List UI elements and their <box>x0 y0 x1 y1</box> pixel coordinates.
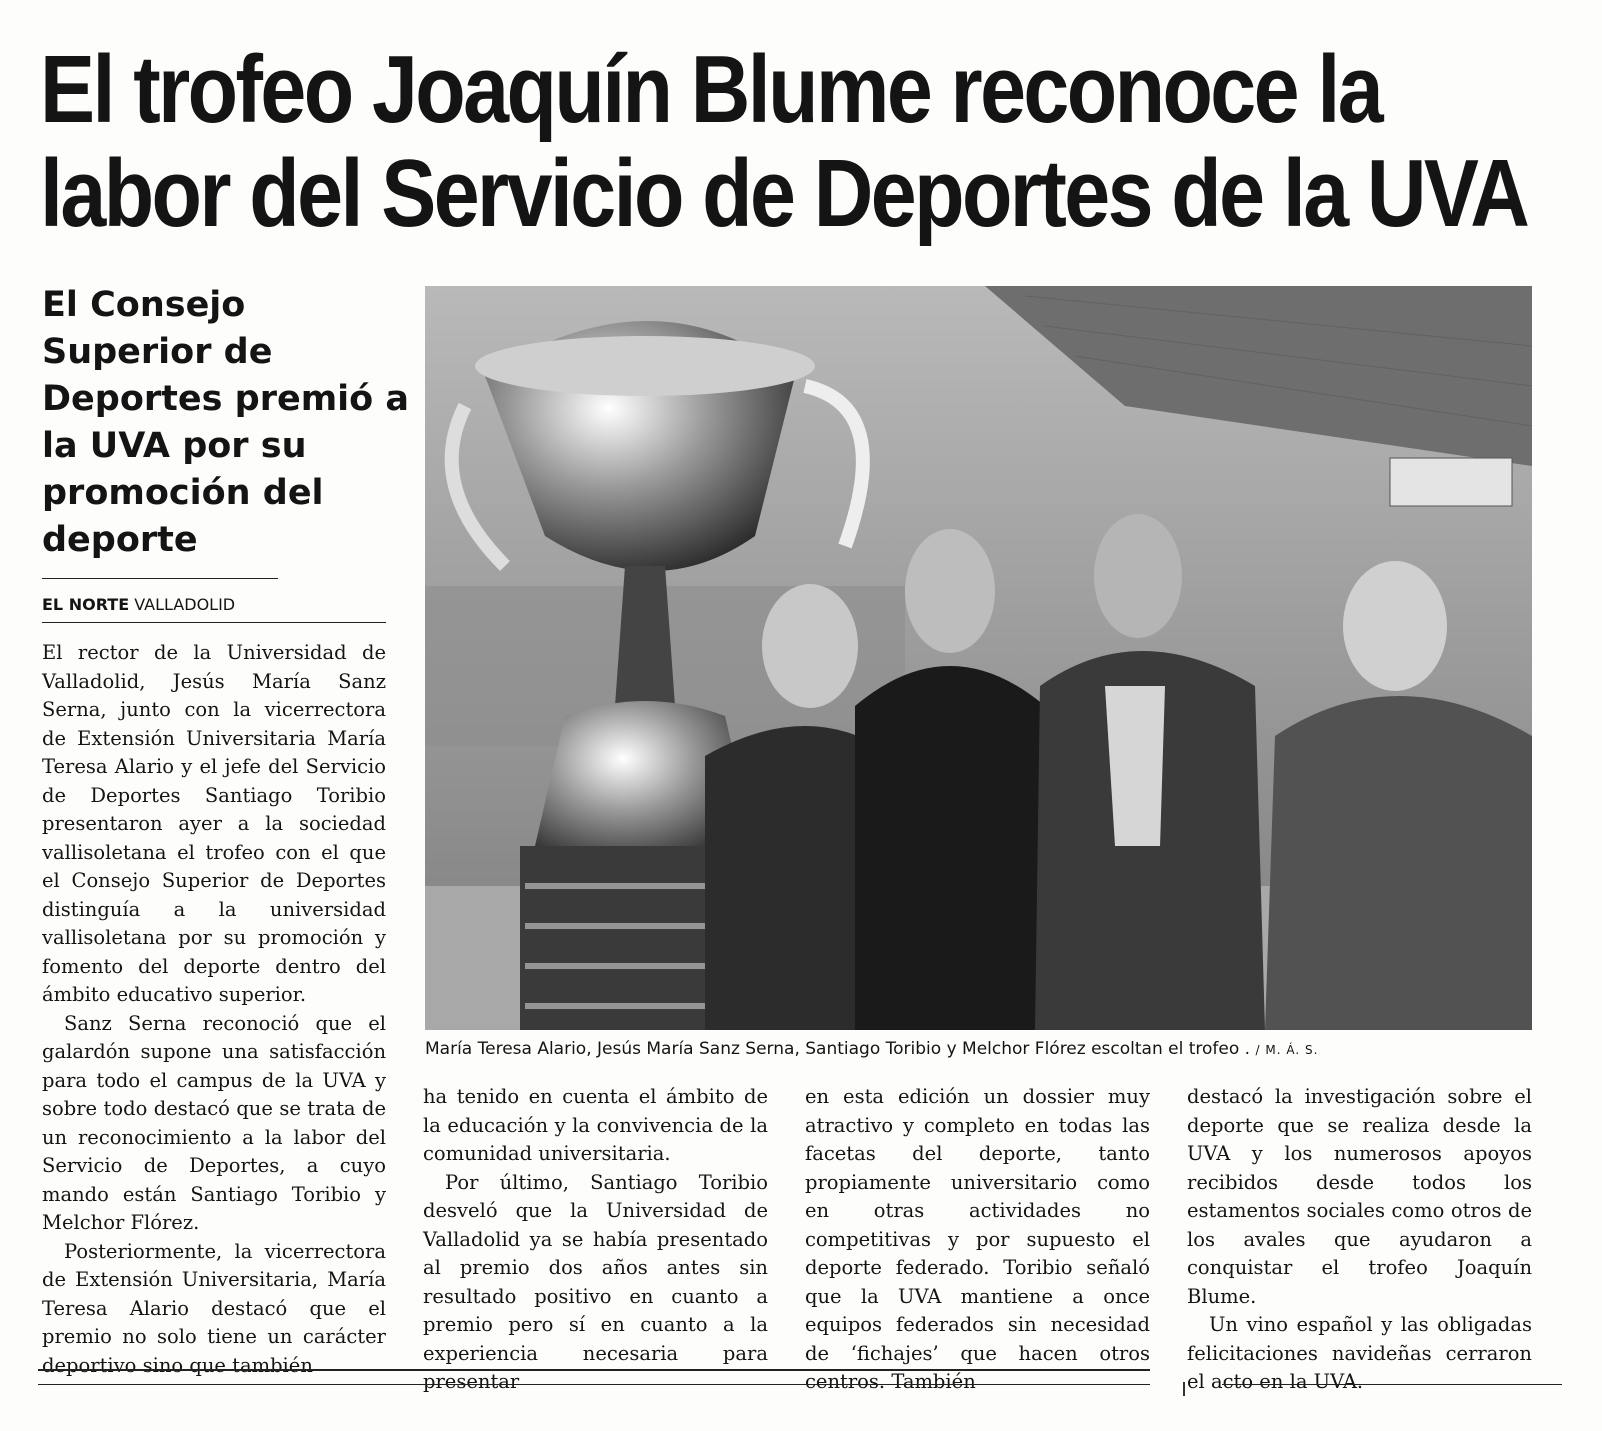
paragraph: El rector de la Universidad de Valladolid, Jesús María Sanz Serna, junto con la vicerrectora de Extensión Universitaria María Teresa Alario y el jefe del Servicio de Deportes Santiago Toribio presentaron ayer a la sociedad vallisoletana el trofeo con el que el Consejo Superior de Deportes distinguía a la universidad vallisoletana por su promoción y fomento del deporte dentro del ámbito educativo superior. <box>42 641 386 1006</box>
subheadline: El Consejo Superior de Deportes premió a la UVA por su promoción del deporte <box>42 285 410 560</box>
byline <box>42 595 235 614</box>
byline-location: VALLADOLID <box>134 595 236 614</box>
paragraph: ha tenido en cuenta el ámbito de la educación y la convivencia de la comunidad universitaria. <box>423 1085 768 1165</box>
bottom-rule <box>1222 1384 1562 1385</box>
body-column-2 <box>423 1083 768 1397</box>
headline <box>40 36 1528 247</box>
paragraph: destacó la investigación sobre el deporte que se realiza desde la UVA y los numerosos apoyos recibidos desde todos los estamentos sociales como otros de los avales que ayudaron a conquistar el trofeo Joaquín Blume. <box>1187 1085 1532 1308</box>
body-column-4 <box>1187 1083 1532 1397</box>
headline-line-1: El trofeo Joaquín Blume reconoce la <box>40 36 1382 143</box>
byline-outlet: EL NORTE <box>42 595 130 614</box>
people-figures <box>705 514 1532 1030</box>
news-photo <box>425 286 1532 1030</box>
bottom-rule <box>38 1369 1150 1371</box>
photo-credit: / M. Á. S. <box>1255 1043 1319 1057</box>
bottom-rule <box>38 1384 1150 1385</box>
paragraph: Posteriormente, la vicerrectora de Extensión Universitaria, María Teresa Alario destacó que el premio no solo tiene un carácter deportivo sino que también <box>42 1239 386 1377</box>
headline-line-2: labor del Servicio de Deportes de la UVA <box>40 140 1528 247</box>
body-column-3 <box>805 1083 1150 1397</box>
byline-rule <box>42 622 386 623</box>
paragraph: Sanz Serna reconoció que el galardón supone una satisfacción para todo el campus de la UVA y sobre todo destacó que se trata de un reconocimiento a la labor del Servicio de Deportes, a cuyo mando están Santiago Toribio y Melchor Flórez. <box>42 1011 386 1234</box>
paragraph: en esta edición un dossier muy atractivo y completo en todas las facetas del deporte, tanto propiamente universitario como en otras actividades no competitivas y por supuesto el deporte federado. Toribio señaló que la UVA mantiene a once equipos federados sin necesidad de ‘fichajes’ que hacen otros centros. También <box>805 1085 1150 1393</box>
paragraph: Por último, Santiago Toribio desveló que la Universidad de Valladolid ya se había presentado al premio dos años antes sin resultado positivo en cuanto a premio pero sí en cuanto a la experiencia necesaria para presentar <box>423 1170 768 1393</box>
column-marker <box>1183 1382 1185 1396</box>
caption-text: María Teresa Alario, Jesús María Sanz Serna, Santiago Toribio y Melchor Flórez escoltan el trofeo . <box>425 1039 1251 1059</box>
photo-illustration <box>425 286 1532 1030</box>
subheadline-rule <box>42 578 278 579</box>
body-column-1 <box>42 639 386 1380</box>
photo-caption <box>425 1037 1532 1062</box>
paragraph: Un vino español y las obligadas felicitaciones navideñas cerraron el acto en la UVA. <box>1187 1313 1532 1393</box>
